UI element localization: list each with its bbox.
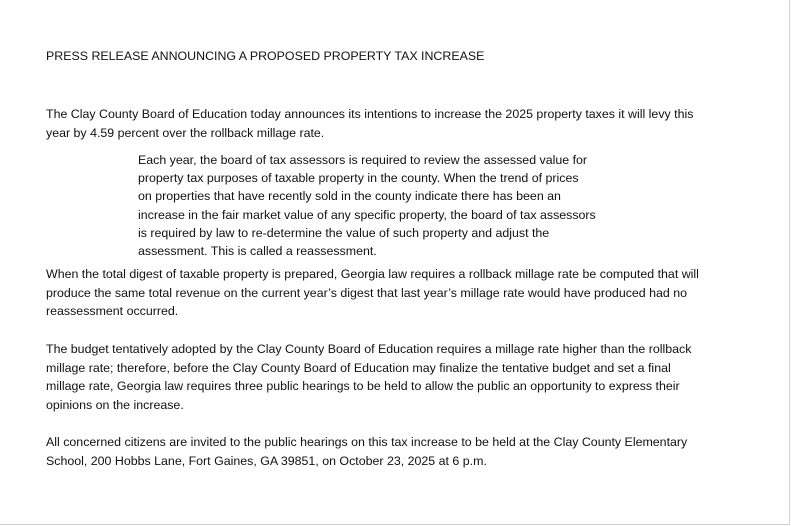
paragraph-line: increase in the fair market value of any specific property, the board of tax assessors: [138, 207, 596, 222]
paragraph-line: year by 4.59 percent over the rollback millage rate.: [46, 125, 325, 140]
paragraph-line: assessment. This is called a reassessment.: [138, 244, 377, 259]
paragraph-line: property tax purposes of taxable property in the county. When the trend of prices: [138, 171, 579, 186]
paragraph-line: produce the same total revenue on the current year’s digest that last year’s millage rate would have produced had no: [46, 285, 688, 300]
paragraph-line: reassessment occurred.: [46, 304, 179, 318]
reassessment-quote-paragraph: [138, 151, 628, 260]
paragraph-line: The Clay County Board of Education today announces its intentions to increase the 2025 property taxes it will levy this: [46, 107, 694, 121]
paragraph-line: is required by law to re-determine the value of such property and adjust the: [138, 225, 550, 240]
document-title: PRESS RELEASE ANNOUNCING A PROPOSED PROPERTY TAX INCREASE: [46, 49, 485, 63]
intro-paragraph: [46, 105, 756, 142]
paragraph-line: Each year, the board of tax assessors is required to review the assessed value for: [138, 153, 588, 167]
paragraph-line: School, 200 Hobbs Lane, Fort Gaines, GA 39851, on October 23, 2025 at 6 p.m.: [46, 453, 487, 468]
digest-paragraph: [46, 265, 756, 321]
paragraph-line: The budget tentatively adopted by the Clay County Board of Education requires a millage rate higher than the rollback: [46, 342, 692, 356]
paragraph-line: on properties that have recently sold in the county indicate there has been an: [138, 189, 561, 204]
paragraph-line: millage rate; therefore, before the Clay County Board of Education may finalize the tentative budget and set a final: [46, 360, 671, 375]
budget-paragraph: [46, 340, 756, 414]
paragraph-line: millage rate, Georgia law requires three public hearings to be held to allow the public an opportunity to express their: [46, 379, 680, 393]
paragraph-line: opinions on the increase.: [46, 397, 184, 412]
paragraph-line: All concerned citizens are invited to the public hearings on this tax increase to be held at the Clay County Elementary: [46, 435, 688, 449]
hearing-invitation-paragraph: [46, 433, 756, 470]
paragraph-line: When the total digest of taxable property is prepared, Georgia law requires a rollback millage rate be computed that will: [46, 267, 699, 281]
